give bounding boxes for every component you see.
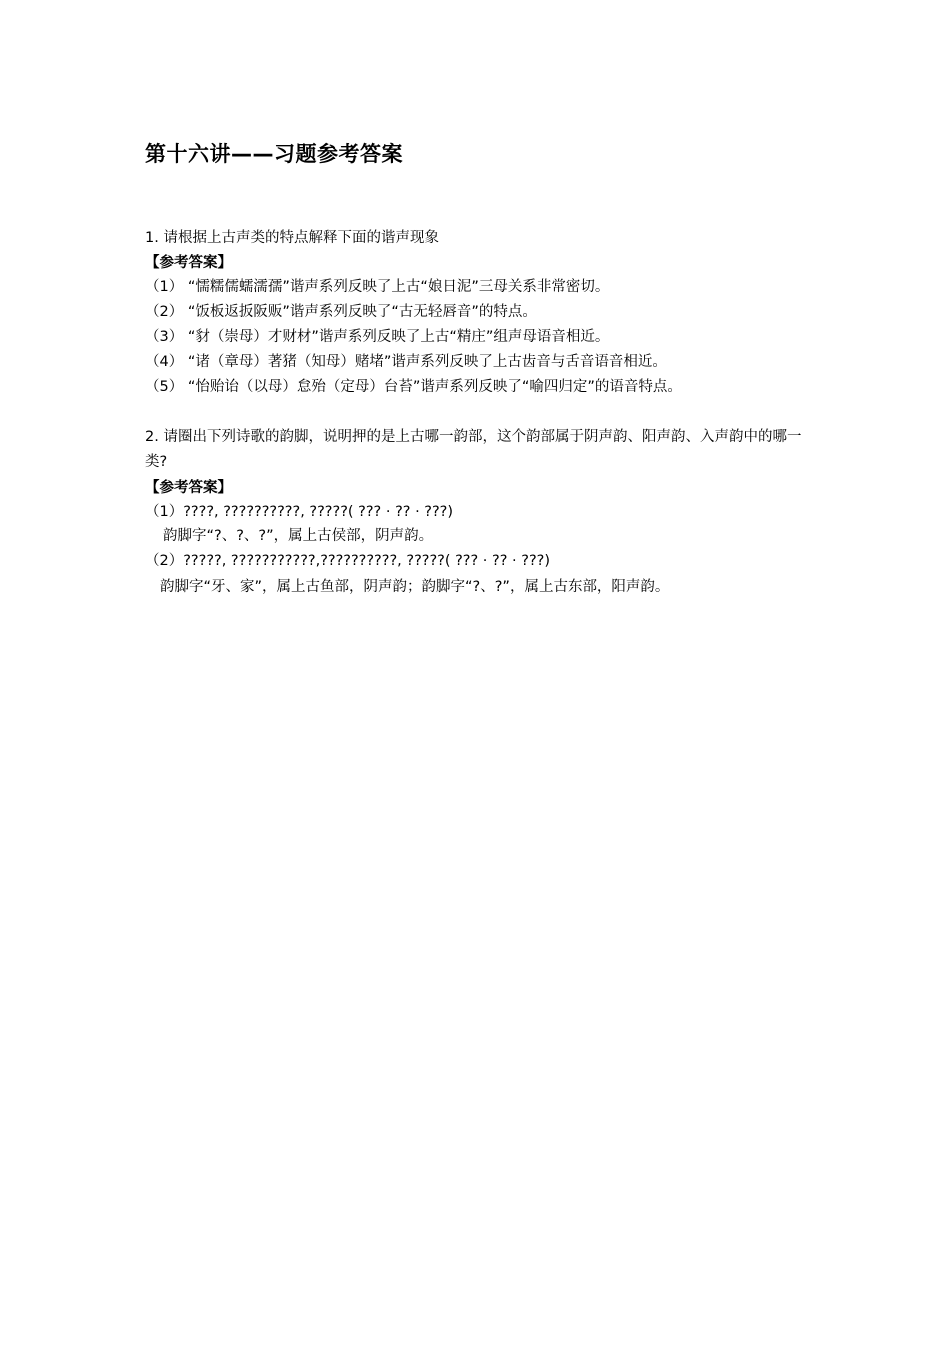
answer-2-note-1: 韵脚字“?、?、?”，属上古侯部，阴声韵。 (163, 528, 434, 544)
answer-1-item: （5） “怡贻诒（以母）怠殆（定母）台苔”谐声系列反映了“喻四归定”的语音特点。 (145, 379, 682, 395)
answer-1-item: （3） “豺（崇母）才财材”谐声系列反映了上古“精庄”组声母语音相近。 (145, 329, 610, 345)
question-1: 1. 请根据上古声类的特点解释下面的谐声现象 (145, 230, 439, 246)
answer-label-2: 【参考答案】 (145, 480, 232, 496)
answer-1-item: （1） “懦糯儒蠕濡孺”谐声系列反映了上古“娘日泥”三母关系非常密切。 (145, 279, 610, 295)
answer-2-poem-2: （2）?????, ???????????,??????????, ?????( ??? · ?? · ???) (145, 553, 550, 569)
answer-1-item: （4） “诸（章母）著猪（知母）赌堵”谐声系列反映了上古齿音与舌音语音相近。 (145, 354, 667, 370)
answer-2-poem-1: （1）????, ??????????, ?????( ??? · ?? · ???) (145, 504, 454, 520)
answer-label-1: 【参考答案】 (145, 255, 232, 271)
question-2: 2. 请圈出下列诗歌的韵脚，说明押的是上古哪一韵部，这个韵部属于阴声韵、阳声韵、入声韵中的哪一类? (145, 429, 802, 470)
page-title: 第十六讲——习题参考答案 (145, 142, 403, 166)
answer-2-note-2: 韵脚字“牙、家”，属上古鱼部，阴声韵；韵脚字“?、?”，属上古东部，阳声韵。 (160, 579, 670, 595)
answer-1-item: （2） “饭板返扳阪贩”谐声系列反映了“古无轻唇音”的特点。 (145, 304, 537, 320)
